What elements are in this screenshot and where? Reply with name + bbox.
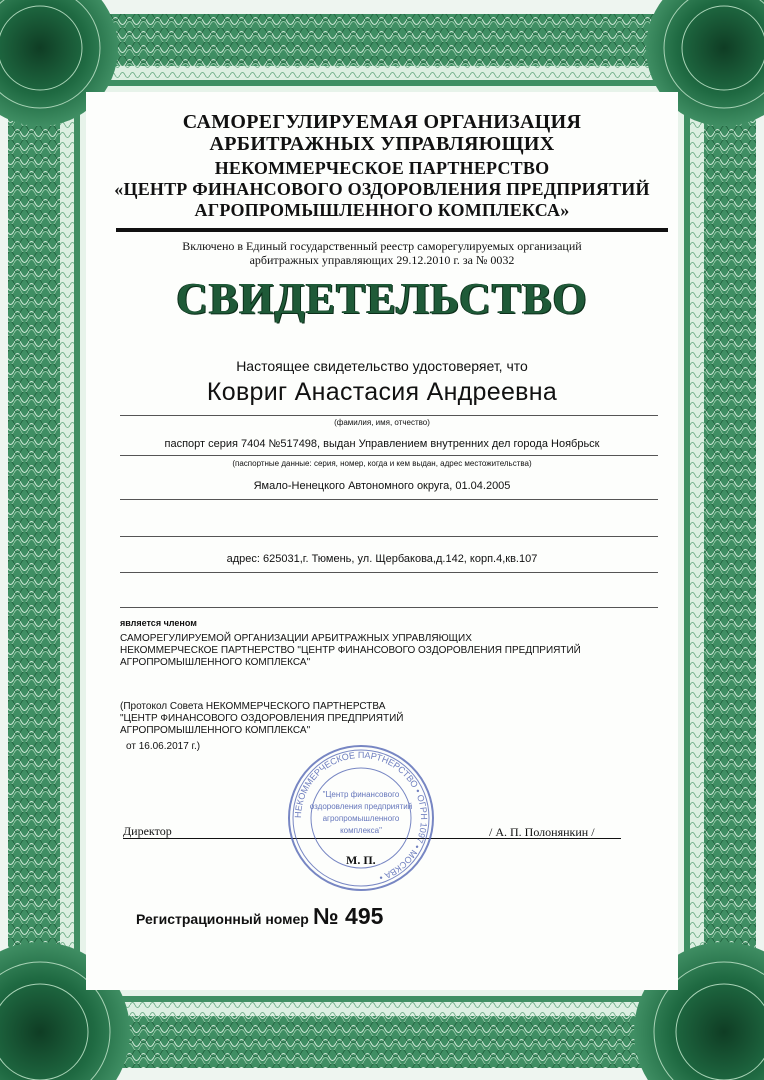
registry-note <box>0 239 764 267</box>
address-text: адрес: 625031,г. Тюмень, ул. Щербакова,д.142, корп.4,кв.107 <box>226 553 538 565</box>
member-organization <box>120 633 581 669</box>
certifies-text: Настоящее свидетельство удостоверяет, что <box>236 358 528 374</box>
official-stamp <box>286 743 436 893</box>
protocol-date: от 16.06.2017 г.) <box>126 741 201 752</box>
blank-line-2 <box>120 607 658 608</box>
org-title-line-1: САМОРЕГУЛИРУЕМАЯ ОРГАНИЗАЦИЯ <box>182 111 582 133</box>
org-title <box>0 111 764 155</box>
passport-underline <box>120 455 658 456</box>
passport-cont-underline <box>120 499 658 500</box>
header-divider <box>116 228 668 232</box>
member-org-line-1: САМОРЕГУЛИРУЕМОЙ ОРГАНИЗАЦИИ АРБИТРАЖНЫХ УПРАВЛЯЮЩИХ <box>120 633 472 644</box>
blank-line <box>120 536 658 537</box>
partnership-line-3: АГРОПРОМЫШЛЕННОГО КОМПЛЕКСА» <box>194 200 570 220</box>
member-org-line-3: АГРОПРОМЫШЛЕННОГО КОМПЛЕКСА" <box>120 657 311 668</box>
registry-line-1: Включено в Единый государственный реестр саморегулируемых организаций <box>182 239 582 253</box>
member-label: является членом <box>120 618 197 628</box>
director-label: Директор <box>123 824 172 838</box>
stamp-center-line-2: оздоровления предприятий <box>309 802 413 811</box>
registry-line-2: арбитражных управляющих 29.12.2010 г. за № 0032 <box>249 253 515 267</box>
name-underline <box>120 415 658 416</box>
passport-caption: (паспортные данные: серия, номер, когда и кем выдан, адрес местожительства) <box>232 459 532 468</box>
registration-label: Регистрационный номер <box>136 911 309 927</box>
name-caption: (фамилия, имя, отчество) <box>334 418 430 427</box>
holder-full-name: Ковриг Анастасия Андреевна <box>206 378 558 406</box>
signer-name: / А. П. Полонянкин / <box>489 825 595 839</box>
seal-place-mark: М. П. <box>346 853 376 867</box>
partnership-title <box>0 158 764 221</box>
passport-data-continued: Ямало-Ненецкого Автономного округа, 01.04.2005 <box>253 480 511 492</box>
stamp-ring-text: НЕКОММЕРЧЕСКОЕ ПАРТНЕРСТВО • ОГРН 1097 • МОСКВА • <box>292 749 430 883</box>
member-org-line-2: НЕКОММЕРЧЕСКОЕ ПАРТНЕРСТВО "ЦЕНТР ФИНАНСОВОГО ОЗДОРОВЛЕНИЯ ПРЕДПРИЯТИЙ <box>120 645 581 656</box>
stamp-center-line-4: комплекса" <box>340 826 382 835</box>
passport-data: паспорт серия 7404 №517498, выдан Управлением внутренних дел города Ноябрьск <box>164 438 600 450</box>
registration-number: № 495 <box>313 903 384 929</box>
protocol-line-1: (Протокол Совета НЕКОММЕРЧЕСКОГО ПАРТНЕРСТВА <box>120 701 386 712</box>
org-title-line-2: АРБИТРАЖНЫХ УПРАВЛЯЮЩИХ <box>209 133 555 155</box>
stamp-center-line-3: агропромышленного <box>322 814 400 823</box>
stamp-center-line-1: "Центр финансового <box>322 790 400 799</box>
partnership-line-1: НЕКОММЕРЧЕСКОЕ ПАРТНЕРСТВО <box>214 158 550 178</box>
protocol-line-3: АГРОПРОМЫШЛЕННОГО КОМПЛЕКСА" <box>120 725 311 736</box>
document-title: СВИДЕТЕЛЬСТВО <box>176 274 588 323</box>
protocol-line-2: "ЦЕНТР ФИНАНСОВОГО ОЗДОРОВЛЕНИЯ ПРЕДПРИЯТИЙ <box>120 713 404 724</box>
address-underline <box>120 572 658 573</box>
partnership-line-2: «ЦЕНТР ФИНАНСОВОГО ОЗДОРОВЛЕНИЯ ПРЕДПРИЯТИЙ <box>114 179 650 199</box>
